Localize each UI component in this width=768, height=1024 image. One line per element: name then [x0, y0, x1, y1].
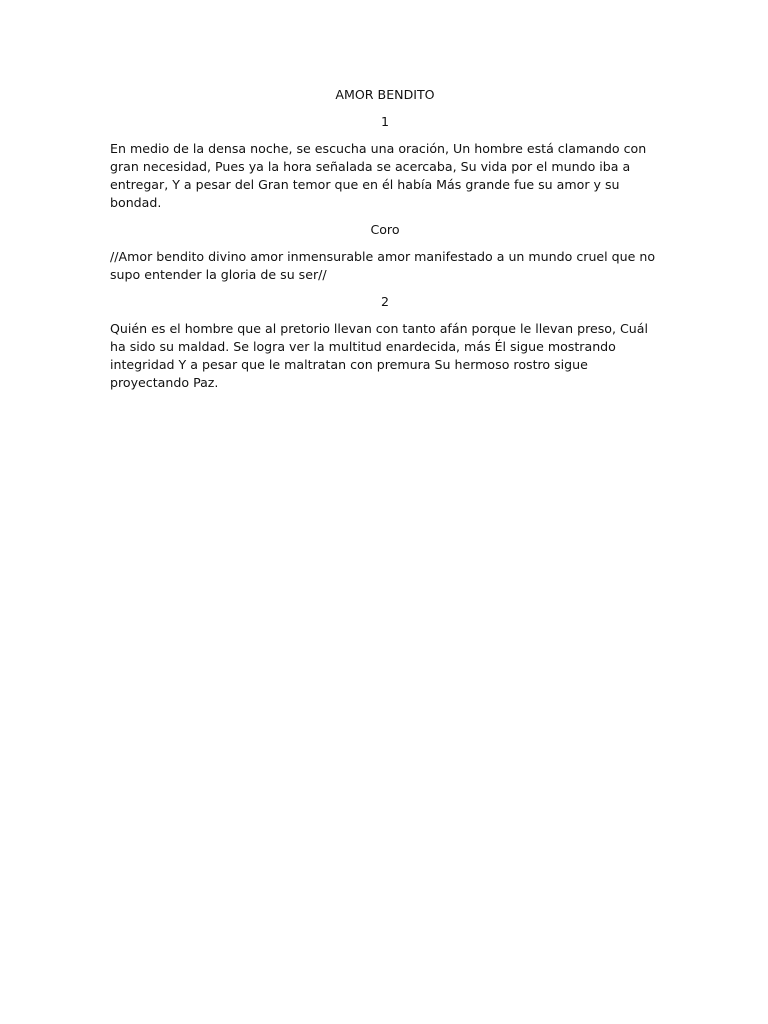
verse-1-text: En medio de la densa noche, se escucha una oración, Un hombre está clamando con gran necesidad, Pues ya la hora señalada se acercaba, Su vida por el mundo iba a entregar, Y a pesar del Gran temor que en él había Más grande fue su amor y su bondad.: [110, 141, 647, 210]
verse-2-number: 2: [380, 294, 389, 309]
verse-1-number: 1: [380, 114, 389, 129]
verse-2-text: Quién es el hombre que al pretorio llevan con tanto afán porque le llevan preso, Cuál ha sido su maldad. Se logra ver la multitud enardecida, más Él sigue mostrando integridad Y a pesar que le maltratan con premura Su hermoso rostro sigue proyectando Paz.: [110, 321, 649, 390]
chorus-heading: Coro: [370, 222, 400, 237]
document-body: [110, 86, 660, 392]
song-title: AMOR BENDITO: [335, 87, 435, 102]
chorus-text: //Amor bendito divino amor inmensurable amor manifestado a un mundo cruel que no supo entender la gloria de su ser//: [110, 249, 656, 282]
